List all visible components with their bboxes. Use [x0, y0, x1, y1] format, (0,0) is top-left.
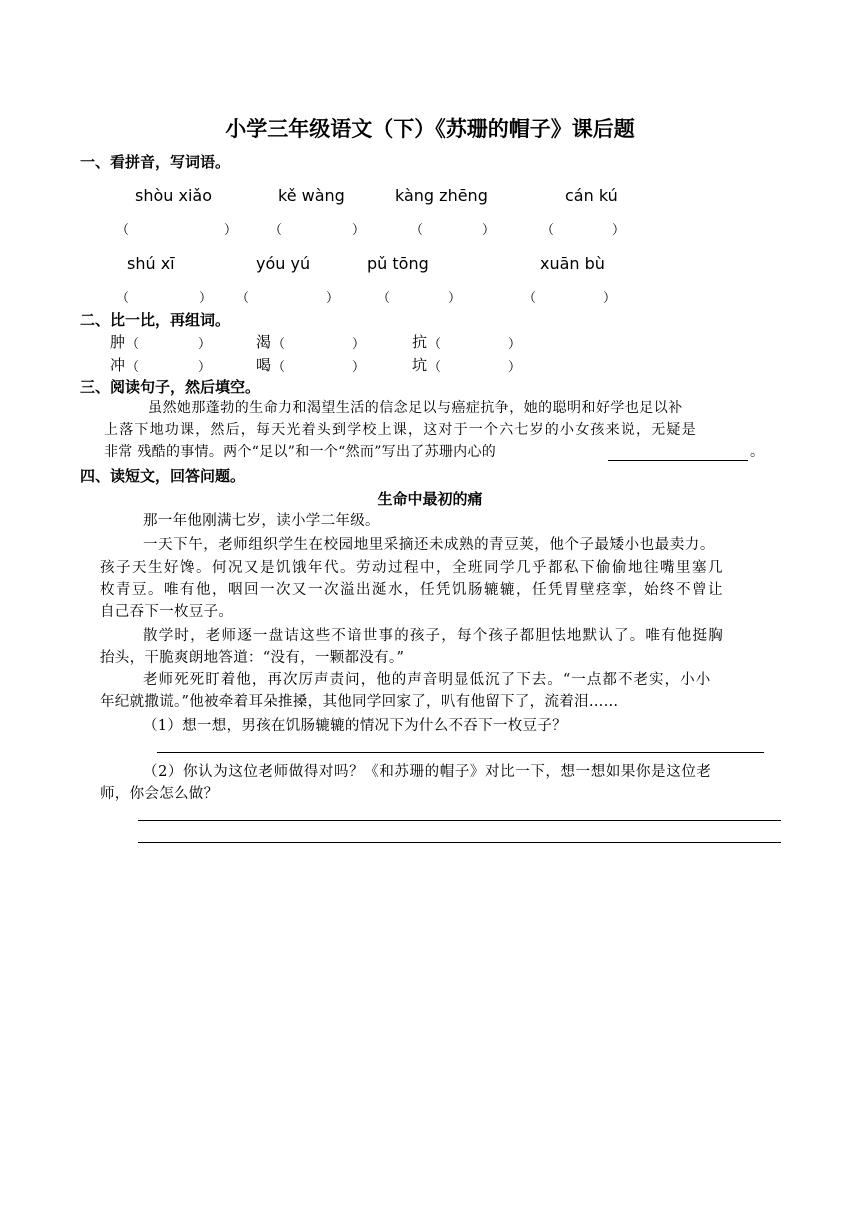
answer-bracket-close: ）	[448, 291, 462, 306]
pinyin-2: kě wàng	[278, 186, 345, 205]
answer-bracket-close: ）	[482, 223, 496, 238]
answer-bracket-close: ）	[352, 223, 366, 238]
answer-bracket-close: ）	[508, 360, 522, 375]
section-1-heading: 一、看拼音，写词语。	[80, 153, 231, 171]
compare-char: 喝	[256, 356, 272, 374]
answer-bracket-close: ）	[199, 291, 213, 306]
pinyin-8: xuān bù	[540, 254, 605, 273]
answer-bracket-close: ）	[224, 223, 238, 238]
compare-char: 肿	[110, 333, 126, 351]
answer-bracket-open: （	[541, 223, 555, 238]
answer-line[interactable]	[138, 820, 781, 821]
answer-bracket-open: （	[523, 291, 537, 306]
answer-bracket-open: （	[272, 360, 286, 375]
pinyin-1: shòu xiǎo	[135, 186, 212, 205]
question-2: （2）你认为这位老师做得对吗？《和苏珊的帽子》对比一下，想一想如果你是这位老	[143, 764, 712, 780]
answer-bracket-open: （	[116, 291, 130, 306]
compare-char: 抗	[412, 333, 428, 351]
answer-bracket-open: （	[377, 291, 391, 306]
question-1: （1）想一想，男孩在饥肠辘辘的情况下为什么不吞下一枚豆子？	[143, 718, 567, 734]
paragraph-line: 虽然她那蓬勃的生命力和渴望生活的信念足以与癌症抗争，她的聪明和好学也足以补	[148, 400, 683, 416]
answer-bracket-close: ）	[352, 337, 366, 352]
answer-bracket-close: ）	[326, 291, 340, 306]
story-line: 年纪就撒谎。”他被牵着耳朵推搡，其他同学回家了，叭有他留下了，流着泪……	[100, 694, 619, 710]
pinyin-3: kàng zhēng	[395, 186, 488, 205]
answer-bracket-close: ）	[198, 337, 212, 352]
answer-bracket-close: ）	[508, 337, 522, 352]
answer-bracket-open: （	[272, 337, 286, 352]
story-title: 生命中最初的痛	[377, 490, 483, 508]
story-line: 老师死死盯着他，再次厉声责问，他的声音明显低沉了下去。“一点都不老实，小小	[143, 672, 712, 688]
story-line: 自己吞下一枚豆子。	[100, 604, 234, 620]
compare-char: 坑	[412, 356, 428, 374]
answer-bracket-close: ）	[198, 360, 212, 375]
answer-bracket-open: （	[116, 223, 130, 238]
pinyin-5: shú xī	[127, 254, 175, 273]
pinyin-7: pǔ tōng	[367, 254, 429, 273]
section-3-heading: 三、阅读句子，然后填空。	[80, 378, 261, 396]
answer-line[interactable]	[157, 752, 764, 753]
answer-bracket-close: ）	[352, 360, 366, 375]
section-2-heading: 二、比一比，再组词。	[80, 311, 231, 329]
paragraph-line: 。	[750, 444, 765, 460]
answer-bracket-open: （	[269, 223, 283, 238]
story-line: 枚青豆。唯有他，咽回一次又一次溢出涎水，任凭饥肠辘辘，任凭胃壁痉挛，始终不曾让	[100, 582, 724, 598]
story-line: 一天下午，老师组织学生在校园地里采摘还未成熟的青豆荚，他个子最矮小也最卖力。	[143, 537, 715, 553]
answer-bracket-open: （	[126, 337, 140, 352]
answer-bracket-open: （	[410, 223, 424, 238]
story-line: 抬头，干脆爽朗地答道：“没有，一颗都没有。”	[100, 650, 405, 666]
story-line: 散学时，老师逐一盘诘这些不谙世事的孩子，每个孩子都胆怯地默认了。唯有他挺胸	[143, 628, 724, 644]
page-title: 小学三年级语文（下）《苏珊的帽子》课后题	[225, 117, 635, 141]
paragraph-line: 上落下地功课，然后，每天光着头到学校上课，这对于一个六七岁的小女孩来说，无疑是	[104, 422, 697, 438]
answer-bracket-open: （	[126, 360, 140, 375]
pinyin-4: cán kú	[565, 186, 618, 205]
answer-bracket-open: （	[236, 291, 250, 306]
answer-bracket-open: （	[428, 360, 442, 375]
compare-char: 冲	[110, 356, 126, 374]
section-4-heading: 四、读短文，回答问题。	[80, 467, 246, 485]
fill-blank-line	[608, 460, 748, 461]
compare-char: 渴	[256, 333, 272, 351]
paragraph-line: 非常 残酷的事情。两个“足以”和一个“然而”写出了苏珊内心的	[104, 444, 497, 460]
question-2-cont: 师，你会怎么做？	[100, 786, 219, 802]
pinyin-6: yóu yú	[256, 254, 311, 273]
story-line: 那一年他刚满七岁，读小学二年级。	[143, 513, 380, 529]
answer-line[interactable]	[138, 842, 781, 843]
answer-bracket-close: ）	[612, 223, 626, 238]
answer-bracket-close: ）	[603, 291, 617, 306]
story-line: 孩子天生好馋。何况又是饥饿年代。劳动过程中，全班同学几乎都私下偷偷地往嘴里塞几	[100, 560, 724, 576]
answer-bracket-open: （	[428, 337, 442, 352]
